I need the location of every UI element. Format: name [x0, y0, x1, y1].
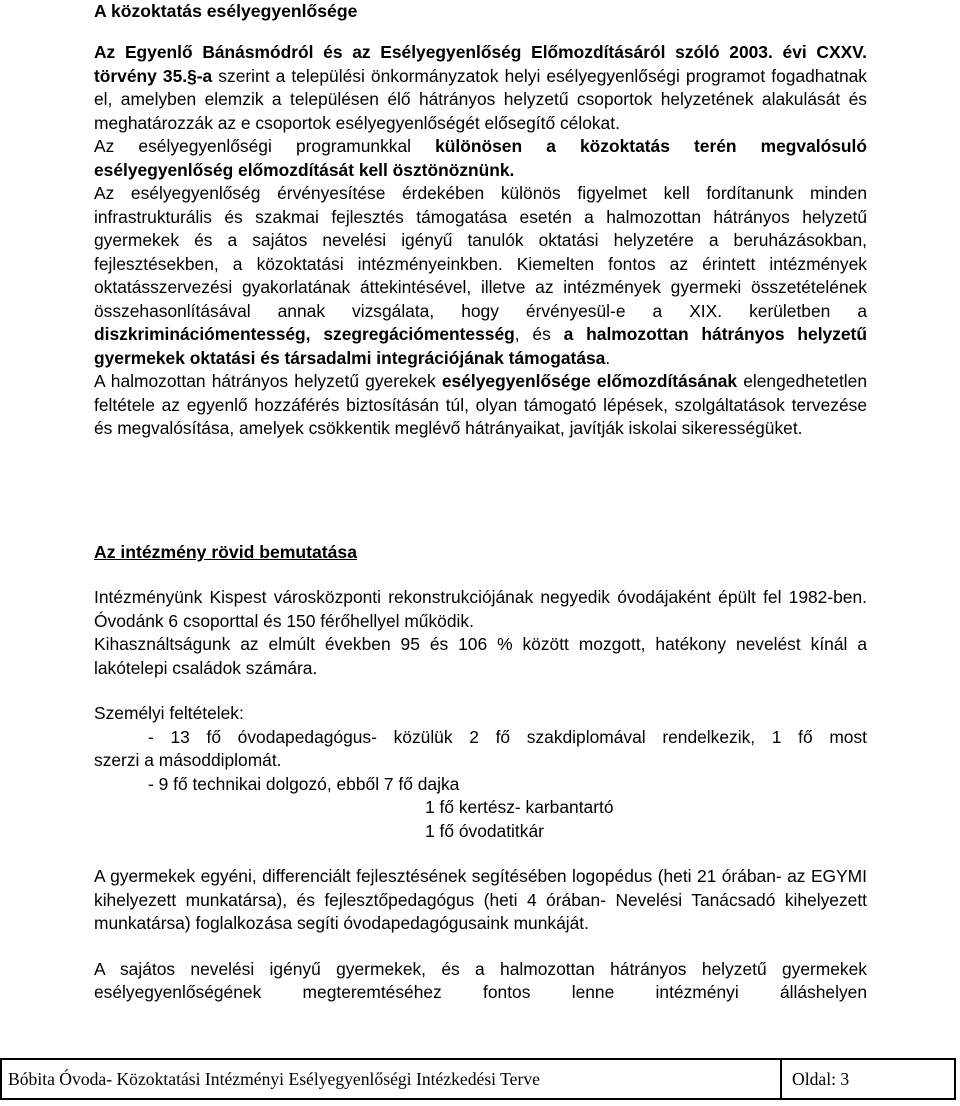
staff-line: 1 fő kertész- karbantartó	[425, 797, 614, 817]
staff-line: - 13 fő óvodapedagógus- közülük 2 fő szakdiplomával rendelkezik, 1 fő most	[148, 726, 867, 747]
footer-page-number: Oldal: 3	[792, 1068, 850, 1089]
paragraph-enforcement	[94, 182, 867, 370]
staff-line-cont: szerzi a másoddiplomát.	[94, 750, 282, 770]
paragraph-text: Az esélyegyenlőség érvényesítése érdekében különös figyelmet kell fordítanunk minden infrastrukturális és szakmai fejlesztés támogatása esetén a halmozottan hátrányos helyzetű gyermekek és a sajátos nevelési igényű tanulók oktatási helyzetére a beruházásokban, fejlesztésekben, a közoktatási intézményeinkben. Kiemelten fontos az érintett intézmények oktatásszervezési gyakorlatának áttekintésével, illetve az intézmények gyermeki összetételének összehasonlításával annak vizsgálata, hogy érvényesül-e a XIX. kerületben a	[94, 183, 867, 321]
section-heading: Az intézmény rövid bemutatása	[94, 542, 357, 562]
paragraph-law	[94, 41, 867, 135]
equal-opportunity-section	[94, 41, 867, 441]
footer-title: Bóbita Óvoda- Közoktatási Intézményi Esélyegyenlőségi Intézkedési Terve	[2, 1060, 782, 1098]
law-reference: Az Egyenlő Bánásmódról és az Esélyegyenlőség Előmozdításáról szóló 2003. évi CXXV. törvény 35.§-a	[94, 42, 867, 86]
institution-section	[94, 586, 867, 1005]
paragraph-text: , és	[514, 324, 564, 344]
paragraph-text: szerint a települési önkormányzatok helyi esélyegyenlőségi programot fogadhatnak el, amelyben elemzik a településen élő hátrányos helyzetű csoportok helyzetének alakulását és meghatározzák az e csoportok esélyegyenlőségét elősegítő célokat.	[94, 65, 868, 133]
page-heading: A közoktatás esélyegyenlősége	[94, 1, 358, 21]
staff-line: 1 fő óvodatitkár	[425, 820, 544, 841]
emphasis-text: diszkriminációmentesség, szegregációmentesség	[94, 324, 515, 344]
paragraph-text: .	[605, 347, 611, 368]
paragraph-text: elengedhetetlen feltétele az egyenlő hozzáférés biztosításán túl, olyan támogató lépések, szolgáltatások tervezése és megvalósítása, amelyek csökkentik meglévő hátrányaikat, javítják iskolai sikerességüket.	[94, 371, 868, 438]
paragraph-program	[94, 135, 867, 182]
page-footer	[0, 1058, 956, 1100]
paragraph-text: A halmozottan hátrányos helyzetű gyerekek	[94, 371, 442, 391]
staff-line: - 9 fő technikai dolgozó, ebből 7 fő dajka	[148, 773, 460, 794]
paragraph-institution: Intézményünk Kispest városközponti rekonstrukciójának negyedik óvodájaként épült fel 1982-ben. Óvodánk 6 csoporttal és 150 férőhellyel működik.	[94, 587, 867, 631]
paragraph-development: A gyermekek egyéni, differenciált fejlesztésének segítésében logopédus (heti 21 órában- az EGYMI kihelyezett munkatársa), és fejlesztőpedagógus (heti 4 órában- Nevelési Tanácsadó kihelyezett munkatársa) foglalkozása segíti óvodapedagógusaink munkáját.	[94, 866, 867, 933]
paragraph-special-needs: A sajátos nevelési igényű gyermekek, és a halmozottan hátrányos helyzetű gyermekek esélyegyenlőségének megteremtéséhez fontos lenne intézményi álláshelyen	[94, 958, 867, 1002]
paragraph-utilization: Kihasználtságunk az elmúlt években 95 és 106 % között mozgott, hatékony nevelést kínál a lakótelepi családok számára.	[94, 634, 867, 678]
emphasis-text: különösen a közoktatás terén megvalósuló esélyegyenlőség előmozdítását kell ösztönöznünk.	[94, 136, 867, 180]
paragraph-text: Az esélyegyenlőségi programunkkal	[94, 136, 436, 156]
emphasis-text: esélyegyenlősége előmozdításának	[441, 371, 738, 391]
paragraph-disadvantaged	[94, 370, 867, 441]
staff-label: Személyi feltételek:	[94, 703, 244, 723]
emphasis-text: a halmozottan hátrányos helyzetű gyermekek oktatási és társadalmi integrációjának támogatása	[94, 324, 867, 368]
